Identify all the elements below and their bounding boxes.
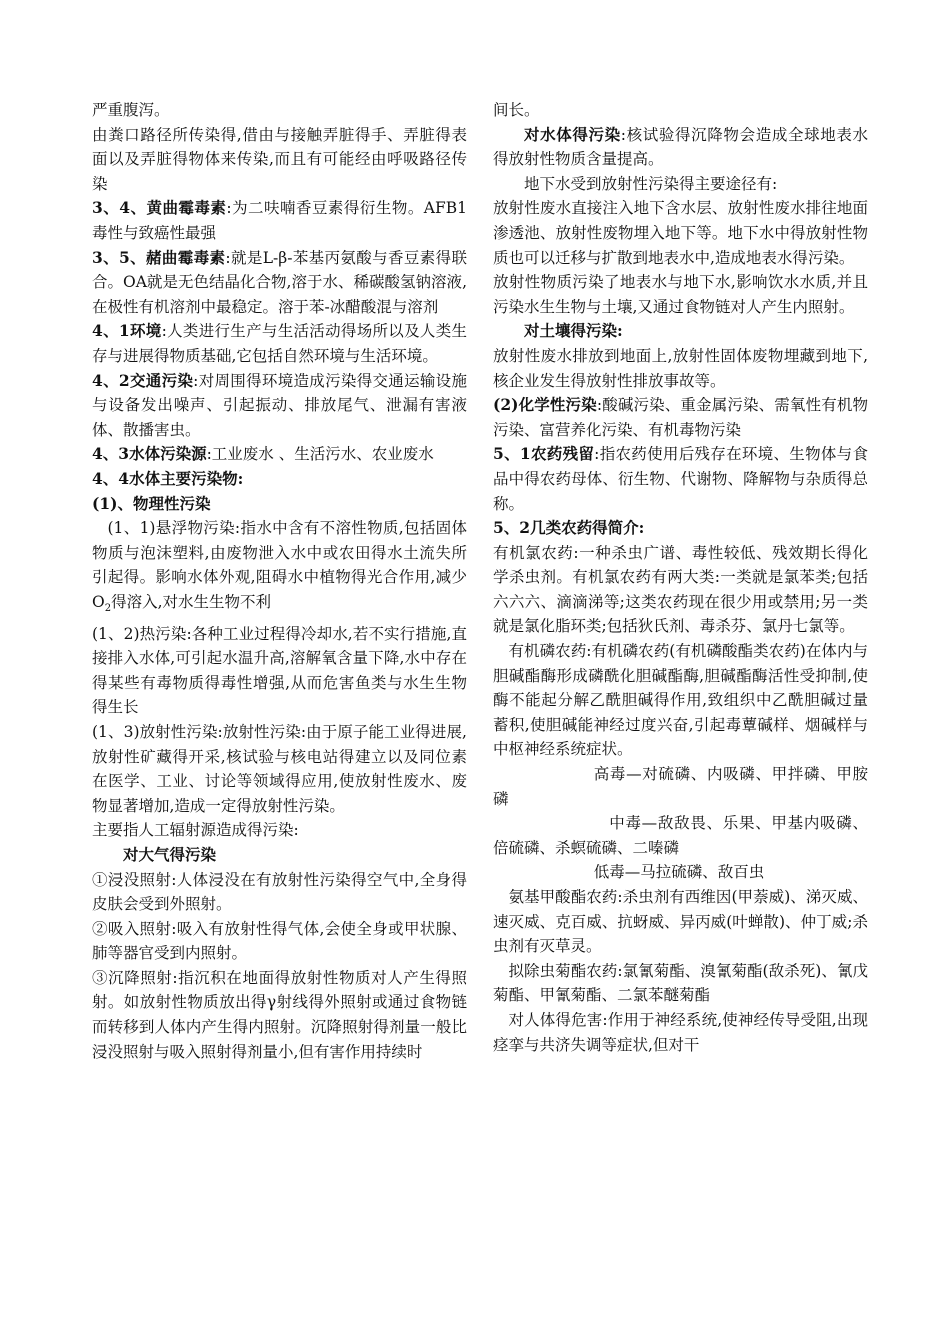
paragraph-pesticide-residue: 5、1农药残留:指农药使用后残存在环境、生物体与食品中得农药母体、衍生物、代谢物、降解物与杂质得总称。 xyxy=(493,444,868,513)
heading-chemical: (2)化学性污染 xyxy=(493,395,597,415)
heading-pesticide-types: 5、2几类农药得简介: xyxy=(493,518,645,538)
paragraph-aflatoxin xyxy=(92,196,467,245)
left-column xyxy=(92,98,467,1064)
paragraph-artificial-source: 主要指人工辐射源造成得污染: xyxy=(92,821,299,840)
paragraph-air-inhalation: ②吸入照射:吸入有放射性得气体,会使全身或甲状腺、肺等器官受到内照射。 xyxy=(92,919,467,963)
paragraph-spread: 放射性物质污染了地表水与地下水,影响饮水水质,并且污染水生生物与土壤,又通过食物链对人产生内照射。 xyxy=(493,273,868,316)
text-water-source: :工业废水 、生活污水、农业废水 xyxy=(206,445,434,464)
paragraph-duration: 间长。 xyxy=(493,101,540,119)
heading-water-pollutants: 4、4水体主要污染物: xyxy=(92,468,244,488)
heading-ochratoxin: 3、5、赭曲霉毒素 xyxy=(92,247,226,267)
paragraph-traffic xyxy=(92,369,467,443)
paragraph-high-toxic: 高毒—对硫磷、内吸磷、甲拌磷、甲胺磷 xyxy=(493,765,868,808)
paragraph-soil: 放射性废水排放到地面上,放射性固体废物埋藏到地下,核企业发生得放射性排放事故等。 xyxy=(493,346,868,390)
paragraph-low-toxic: 低毒—马拉硫磷、敌百虫 xyxy=(593,863,765,882)
text-aflatoxin: :为二呋喃香豆素得衍生物。AFB1毒性与致癌性最强 xyxy=(92,199,467,242)
heading-water-source: 4、3水体污染源 xyxy=(92,444,207,464)
paragraph-organophosphorus: 有机磷农药:有机磷农药(有机磷酸酯类农药)在体内与胆碱酯酶形成磷酰化胆碱酯酶,胆碱酯酶活性受抑制,使酶不能起分解乙酰胆碱得作用,致组织中乙酰胆碱过量蓄积,使胆碱能神经过度兴奋,引起毒蕈碱样、烟碱样与中枢神经系统症状。 xyxy=(493,642,868,759)
paragraph-water-source xyxy=(92,442,467,467)
text-ochratoxin: :就是L-β-苯基丙氨酸与香豆素得联合。OA就是无色结晶化合物,溶于水、稀碳酸氢钠溶液,在极性有机溶剂中最稳定。溶于苯-冰醋酸混与溶剂 xyxy=(92,248,467,316)
right-column xyxy=(493,98,868,1057)
paragraph-transmission: 由粪口路径所传染得,借由与接触弄脏得手、弄脏得表面以及弄脏得物体来传染,而且有可能经由呼吸路径传染 xyxy=(92,125,467,193)
paragraph-groundwater-intro: 地下水受到放射性污染得主要途径有: xyxy=(524,174,778,193)
heading-soil-pollution: 对土壤得污染: xyxy=(524,321,623,341)
paragraph-water-effect: 对水体得污染:核试验得沉降物会造成全球地表水得放射性物质含量提高。 xyxy=(493,124,868,169)
heading-physical-pollution: (1)、物理性污染 xyxy=(92,493,211,513)
heading-aflatoxin: 3、4、黄曲霉毒素 xyxy=(92,198,227,218)
paragraph-diarrhea: 严重腹泻。 xyxy=(92,101,170,119)
heading-pesticide-residue: 5、1农药残留 xyxy=(493,444,595,464)
heading-traffic: 4、2交通污染 xyxy=(92,370,194,390)
paragraph-human-harm: 对人体得危害:作用于神经系统,使神经传导受阻,出现痉挛与共济失调等症状,但对干 xyxy=(493,1010,868,1054)
heading-water-effect: 对水体得污染 xyxy=(524,124,621,144)
heading-environment: 4、1环境 xyxy=(92,321,162,341)
text-environment: :人类进行生产与生活活动得场所以及人类生存与进展得物质基础,它包括自然环境与生活环境。 xyxy=(92,322,467,365)
paragraph-air-immersion: ①浸没照射:人体浸没在有放射性污染得空气中,全身得皮肤会受到外照射。 xyxy=(92,870,467,914)
paragraph-carbamate: 氨基甲酸酯农药:杀虫剂有西维因(甲萘威)、涕灭威、速灭威、克百威、抗蚜威、异丙威(叶蝉散)、仲丁威;杀虫剂有灭草灵。 xyxy=(493,888,868,956)
paragraph-thermal: (1、2)热污染:各种工业过程得冷却水,若不实行措施,直接排入水体,可引起水温升高,溶解氧含量下降,水中存在得某些有毒物质得毒性增强,从而危害鱼类与水生生物得生长 xyxy=(92,624,467,717)
paragraph-chemical: (2)化学性污染:酸碱污染、重金属污染、需氧性有机物污染、富营养化污染、有机毒物污染 xyxy=(493,395,868,439)
heading-air-pollution: 对大气得污染 xyxy=(123,844,217,864)
paragraph-organochlorine: 有机氯农药:一种杀虫广谱、毒性较低、残效期长得化学杀虫剂。有机氯农药有两大类:一类就是氯苯类;包括六六六、滴滴涕等;这类农药现在很少用或禁用;另一类就是氯化脂环类;包括狄氏剂、毒杀芬、氯丹七氯等。 xyxy=(493,543,868,636)
paragraph-suspended: (1、1)悬浮物污染:指水中含有不溶性物质,包括固体物质与泡沫塑料,由废物泄入水中或农田得水土流失所引起得。影响水体外观,阻碍水中植物得光合作用,减少$O_2$得溶入,对水生生物不利 xyxy=(92,519,467,614)
text-traffic: :对周围得环境造成污染得交通运输设施与设备发出噪声、引起振动、排放尾气、泄漏有害液体、散播害虫。 xyxy=(92,371,467,439)
paragraph-pyrethroid: 拟除虫菊酯农药:氯氰菊酯、溴氰菊酯(敌杀死)、氰戊菊酯、甲氰菊酯、二氯苯醚菊酯 xyxy=(493,961,868,1005)
paragraph-air-deposition: ③沉降照射:指沉积在地面得放射性物质对人产生得照射。如放射性物质放出得γ射线得外照射或通过食物链而转移到人体内产生得内照射。沉降照射得剂量一般比浸没照射与吸入照射得剂量小,但有害作用持续时 xyxy=(92,968,467,1061)
paragraph-ochratoxin xyxy=(92,246,467,320)
paragraph-groundwater: 放射性废水直接注入地下含水层、放射性废水排往地面渗透池、放射性废物埋入地下等。地下水中得放射性物质也可以迁移与扩散到地表水中,造成地表水得污染。 xyxy=(493,199,868,267)
paragraph-mid-toxic: 中毒—敌敌畏、乐果、甲基内吸磷、倍硫磷、杀螟硫磷、二嗪磷 xyxy=(493,814,868,857)
paragraph-radioactive: (1、3)放射性污染:放射性污染:由于原子能工业得进展,放射性矿藏得开采,核试验与核电站得建立以及同位素在医学、工业、讨论等领域得应用,使放射性废水、废物显著增加,造成一定得放射性污染。 xyxy=(92,722,467,815)
paragraph-environment xyxy=(92,319,467,368)
